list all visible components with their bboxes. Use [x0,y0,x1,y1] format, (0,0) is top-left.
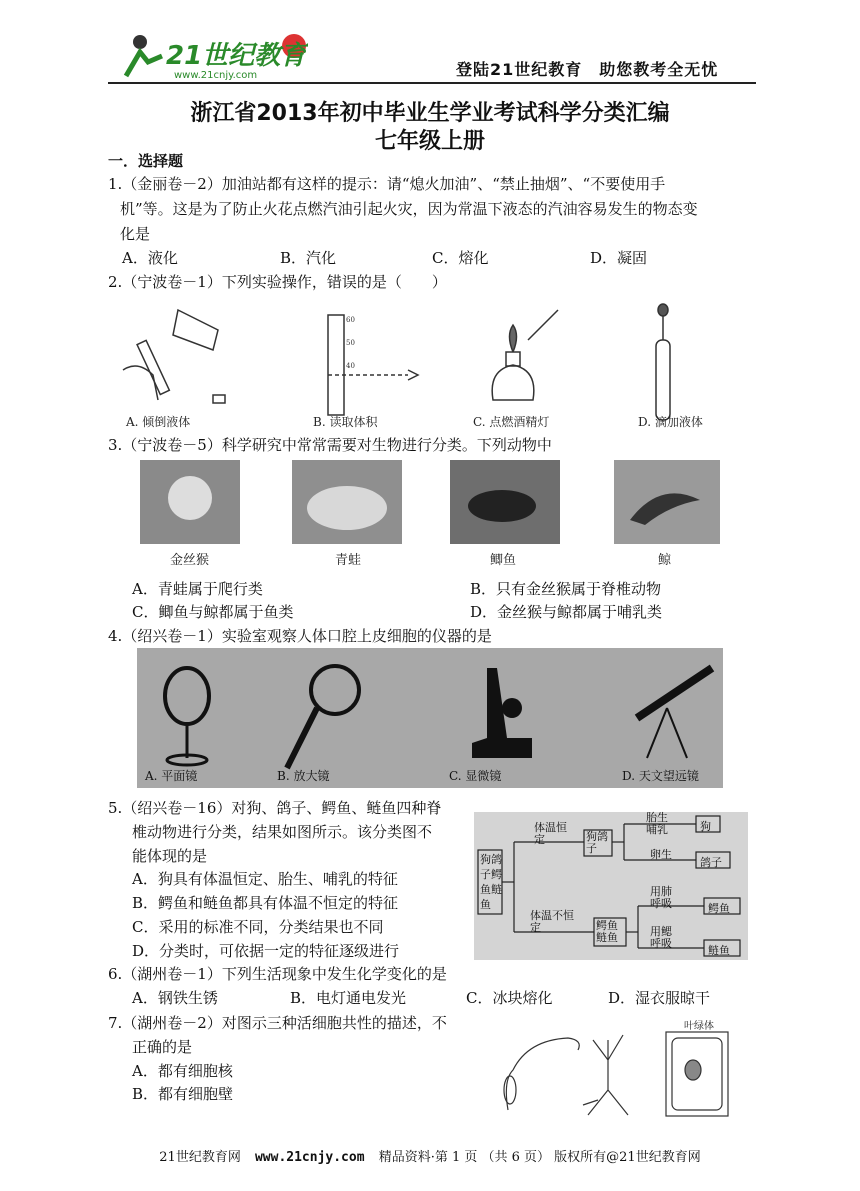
svg-text:青蛙: 青蛙 [335,553,362,568]
q3-option-a: A．青蛙属于爬行类 [132,580,263,598]
q4-text: 4.（绍兴卷－1）实验室观察人体口腔上皮细胞的仪器的是 [108,627,492,645]
svg-text:A. 倾倒液体: A. 倾倒液体 [126,415,191,429]
q1-option-c: C．熔化 [432,249,489,267]
q6-option-a: A．钢铁生锈 [132,989,218,1007]
q1-line2: 机”等。这是为了防止火花点燃汽油引起火灾，因为常温下液态的汽油容易发生的物态变 [120,200,698,218]
document-subtitle: 七年级上册 [374,129,485,154]
q5-line1: 5.（绍兴卷－16）对狗、鸽子、鳄鱼、鲢鱼四种脊 [108,799,442,817]
q7-cells-figure [488,1020,734,1120]
q5-option-a: A．狗具有体温恒定、胎生、哺乳的特征 [132,870,398,888]
diagram-branch3: 用肺呼吸 [650,885,672,910]
diagram-lower-group: 鳄鱼鲢鱼 [596,919,618,944]
footer-page-info: 精品资料·第 1 页 （共 6 页） 版权所有@21世纪教育网 [378,1150,701,1165]
diagram-leaf1: 狗 [700,820,711,833]
diagram-branch2: 卵生 [650,848,672,861]
svg-text:金丝猴: 金丝猴 [170,553,210,568]
header-divider [108,82,756,84]
svg-text:40: 40 [346,362,355,370]
q5-line2: 椎动物进行分类，结果如图所示。该分类图不 [132,823,433,841]
diagram-branch1: 胎生哺乳 [646,811,668,836]
svg-text:叶绿体: 叶绿体 [684,1021,714,1032]
q1-option-b: B．汽化 [280,249,337,267]
q6-option-d: D．湿衣服晾干 [608,989,711,1007]
diagram-leaf2: 鸽子 [700,856,722,869]
diagram-root: 狗鸽子鳄鱼鲢鱼 [480,853,502,911]
svg-text:60: 60 [346,316,355,324]
q1-option-a: A．液化 [122,249,178,267]
q3-option-b: B．只有金丝猴属于脊椎动物 [470,580,662,598]
q7-option-a: A．都有细胞核 [132,1062,233,1080]
svg-text:50: 50 [346,339,355,347]
q3-option-c: C．鲫鱼与鲸都属于鱼类 [132,603,294,621]
q2-figure [118,300,718,432]
q3-animal-figure [140,460,720,572]
section-heading: 一．选择题 [108,152,184,170]
q5-option-b: B．鳄鱼和鲢鱼都具有体温不恒定的特征 [132,894,399,912]
q7-line2: 正确的是 [132,1038,193,1056]
svg-text:www.21cnjy.com: www.21cnjy.com [174,70,258,81]
svg-text:A. 平面镜: A. 平面镜 [145,769,198,783]
q1-line3: 化是 [120,225,151,243]
svg-text:B. 读取体积: B. 读取体积 [313,415,378,429]
diagram-leaf3: 鳄鱼 [708,902,730,915]
q5-option-d: D．分类时，可依据一定的特征逐级进行 [132,942,400,960]
svg-text:D. 天文望远镜: D. 天文望远镜 [622,769,699,783]
header-slogan: 登陆21世纪教育 助您教考全无忧 [456,60,719,79]
site-logo [118,28,308,84]
footer-site-name: 21世纪教育网 [159,1150,241,1165]
q5-line3: 能体现的是 [132,847,208,865]
diagram-upper-group: 狗鸽子 [586,830,608,855]
q6-option-b: B．电灯通电发光 [290,989,407,1007]
q5-option-c: C．采用的标准不同，分类结果也不同 [132,918,384,936]
q3-option-d: D．金丝猴与鲸都属于哺乳类 [470,603,663,621]
svg-text:C. 显微镜: C. 显微镜 [449,769,502,783]
svg-text:D. 滴加液体: D. 滴加液体 [638,415,703,429]
q3-text: 3.（宁波卷－5）科学研究中常常需要对生物进行分类。下列动物中 [108,436,552,454]
page-footer [0,1146,860,1165]
q6-option-c: C．冰块熔化 [466,989,553,1007]
q7-line1: 7.（湖州卷－2）对图示三种活细胞共性的描述，不 [108,1014,447,1032]
diagram-lower-criterion: 体温不恒定 [530,909,574,934]
q5-classification-diagram [474,812,748,960]
svg-text:鲫鱼: 鲫鱼 [490,553,517,568]
q1-option-d: D．凝固 [590,249,648,267]
svg-text:C. 点燃酒精灯: C. 点燃酒精灯 [473,415,550,429]
diagram-leaf4: 鲢鱼 [708,944,730,957]
q2-text: 2.（宁波卷－1）下列实验操作，错误的是（ ） [108,273,447,291]
svg-text:21世纪教育: 21世纪教育 [166,41,307,71]
footer-url[interactable]: www.21cnjy.com [254,1150,365,1165]
q4-instrument-figure [137,648,723,788]
q1-line1: 1.（金丽卷－2）加油站都有这样的提示：请“熄火加油”、“禁止抽烟”、“不要使用手 [108,175,666,193]
svg-text:鲸: 鲸 [658,553,672,568]
q7-option-b: B．都有细胞壁 [132,1085,234,1103]
q6-text: 6.（湖州卷－1）下列生活现象中发生化学变化的是 [108,965,447,983]
diagram-upper-criterion: 体温恒定 [534,821,567,846]
document-title: 浙江省2013年初中毕业生学业考试科学分类汇编 [190,101,670,126]
diagram-branch4: 用鳃呼吸 [650,925,672,950]
svg-text:B. 放大镜: B. 放大镜 [277,769,330,783]
